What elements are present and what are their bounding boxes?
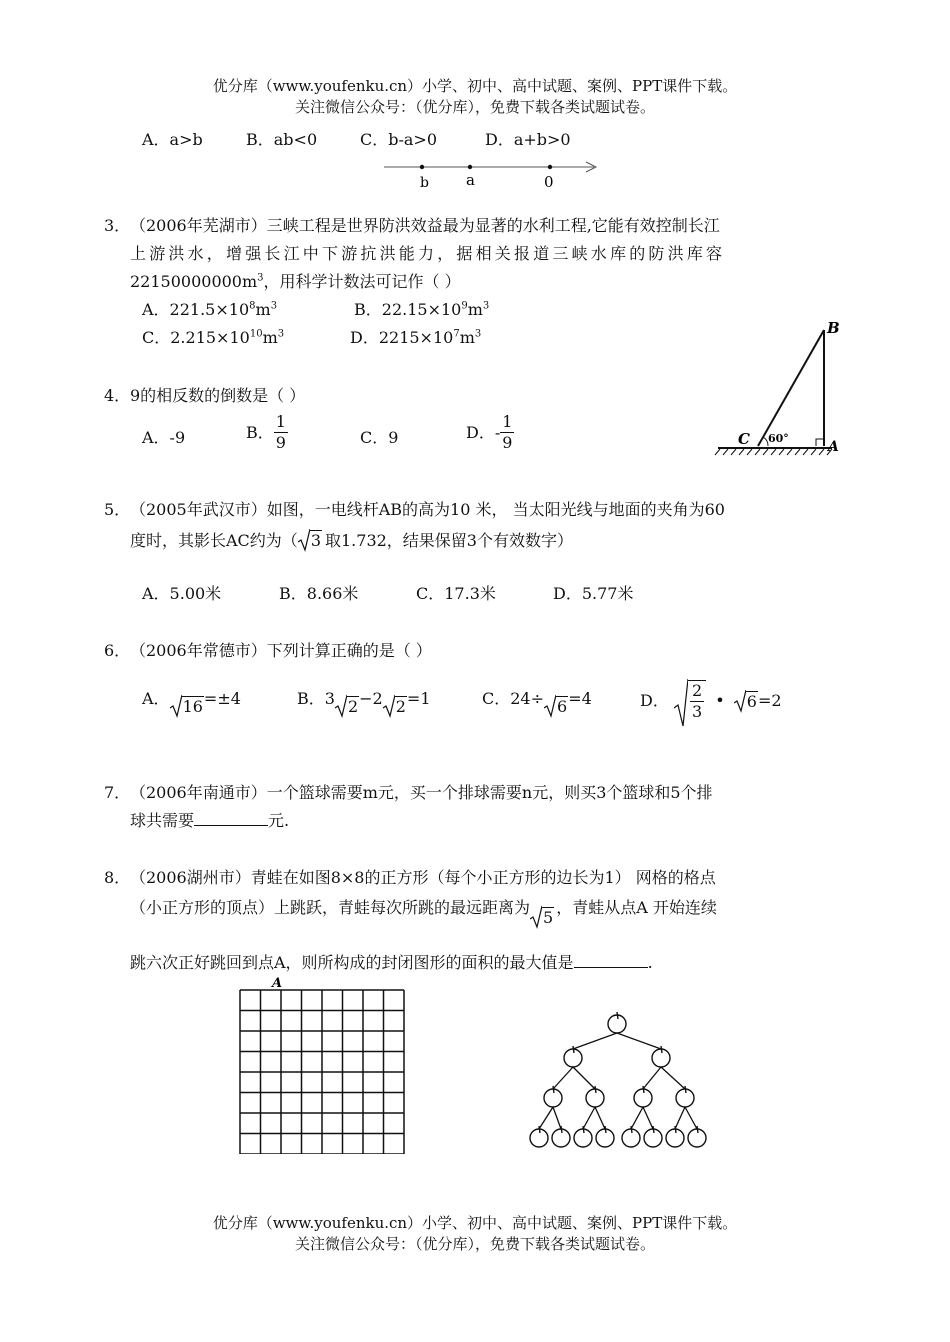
apple-stem <box>553 1086 554 1093</box>
apple-node <box>666 1129 684 1147</box>
triangle-figure <box>714 318 854 458</box>
tree-nodes <box>530 1012 706 1147</box>
header-line-2: 关注微信公众号：（优分库），免费下载各类试题试卷。 <box>294 98 655 116</box>
q3-line3-rest: ，用科学计数法可记作（ ） <box>263 272 461 291</box>
q4-option-a: A．-9 <box>142 428 186 447</box>
tree-edges <box>539 1033 697 1129</box>
label-A: A <box>828 439 839 455</box>
sqrt3: 3 <box>298 530 322 551</box>
q3-volume: 22150000000m <box>130 272 258 291</box>
q2-option-b: B．ab<0 <box>246 130 318 149</box>
q6-option-a: A． 16=±4 <box>142 689 241 716</box>
tree-edge <box>595 1107 605 1129</box>
q3-stem-line-2: 上游洪水，增强长江中下游抗洪能力，据相关报道三峡水库的防洪库容 <box>130 244 726 263</box>
apple-stem <box>617 1012 618 1019</box>
q3-option-a: A．$221.5\times 10^8m^3$ <box>142 300 278 319</box>
tree-edge <box>539 1107 553 1129</box>
apple-node <box>586 1089 604 1107</box>
footer-line-1: 优分库（www.youfenku.cn）小学、初中、高中试题、案例、PPT课件下载。 <box>212 1214 738 1232</box>
grid-label-A: A <box>272 976 283 991</box>
label-b: b <box>420 175 429 191</box>
q6-option-b: B．3 2−2 2=1 <box>297 689 431 716</box>
number-line-figure <box>380 155 610 195</box>
q5-option-c: C．17.3米 <box>416 584 496 603</box>
q3-option-d: D．$2215\times 10^7m^3$ <box>350 328 482 347</box>
apple-stem <box>605 1126 606 1133</box>
footer-line-2: 关注微信公众号：（优分库），免费下载各类试题试卷。 <box>294 1235 655 1253</box>
apple-node <box>622 1129 640 1147</box>
apple-stem <box>561 1126 562 1133</box>
tree-edge <box>553 1067 573 1089</box>
apple-node <box>634 1089 652 1107</box>
q3-option-c: C．$2.215\times 10^{10}m^3$ <box>142 328 285 347</box>
q5-stem-line-2: 度时，其影长AC约为（ 3 取1.732，结果保留3个有效数字） <box>130 530 573 551</box>
header-line-1: 优分库（www.youfenku.cn）小学、初中、高中试题、案例、PPT课件下载。 <box>212 77 738 95</box>
sqrt6: 6 <box>544 696 568 717</box>
q4-option-b: B． $\frac{1}{9}$ <box>246 412 286 452</box>
apple-node <box>688 1129 706 1147</box>
q6-stem: 6．（2006年常德市）下列计算正确的是（ ） <box>104 641 432 660</box>
q5-option-a: A．5.00米 <box>142 584 222 603</box>
apple-node <box>552 1129 570 1147</box>
q3-volume-exp: 3 <box>257 272 264 284</box>
apple-node <box>644 1129 662 1147</box>
q6-option-c: C．24÷ 6=4 <box>482 689 592 716</box>
apple-stem <box>539 1126 540 1133</box>
apple-stem <box>685 1086 686 1093</box>
tree-edge <box>631 1107 643 1129</box>
apple-stem <box>661 1046 662 1053</box>
tree-edge <box>675 1107 685 1129</box>
tree-edge <box>573 1033 617 1049</box>
tree-edge <box>643 1107 653 1129</box>
q7-stem-line-1: 7．（2006年南通市）一个篮球需要m元，买一个排球需要n元，则买3个篮球和5个排 <box>104 783 713 802</box>
q5-option-b: B．8.66米 <box>279 584 359 603</box>
sqrt5: 5 <box>530 907 554 928</box>
q3-line1: （2006年芜湖市）三峡工程是世界防洪效益最为显著的水利工程,它能有效控制长江 <box>130 216 720 235</box>
apple-stem <box>583 1126 584 1133</box>
point-zero <box>548 165 552 169</box>
q4-fraction-b: $\frac{1}{9}$ <box>275 412 286 452</box>
q5-stem-line-1: 5．（2005年武汉市）如图，一电线杆AB的高为10 米， 当太阳光线与地面的夹角为60 <box>104 500 725 519</box>
ground-hatching <box>715 449 832 455</box>
tree-edge <box>617 1033 661 1049</box>
q3-stem-line-3 <box>130 272 461 292</box>
apple-stem <box>697 1126 698 1133</box>
q8-stem-line-2: （小正方形的顶点）上跳跃，青蛙每次所跳的最远距离为 5，青蛙从点A 开始连续 <box>130 898 717 927</box>
q4-option-c: C．9 <box>360 428 399 447</box>
apple-node <box>608 1015 626 1033</box>
sqrt2-second: 2 <box>383 696 407 717</box>
point-a <box>468 165 472 169</box>
apple-stem <box>573 1046 574 1053</box>
q2-option-c: C．b-a>0 <box>360 130 438 149</box>
q3-number: 3． <box>104 216 131 235</box>
q2-option-d: D．a+b>0 <box>485 130 571 149</box>
label-B: B <box>827 319 840 337</box>
grid-8x8-figure <box>234 974 410 1154</box>
apple-node <box>652 1049 670 1067</box>
sqrt2-first: 2 <box>335 696 359 717</box>
label-C: C <box>738 430 750 448</box>
label-zero: 0 <box>544 173 554 191</box>
tree-figure <box>525 1010 725 1156</box>
q5-option-d: D．5.77米 <box>553 584 634 603</box>
apple-stem <box>595 1086 596 1093</box>
tree-edge <box>553 1107 561 1129</box>
tree-edge <box>583 1107 595 1129</box>
q3-stem-line-1 <box>104 216 720 236</box>
point-b <box>420 165 424 169</box>
q2-option-a: A．a>b <box>142 130 203 149</box>
grid-lines <box>240 990 404 1154</box>
q4-fraction-d: $\frac{1}{9}$ <box>502 412 513 452</box>
sqrt16: 16 <box>170 696 204 717</box>
apple-node <box>574 1129 592 1147</box>
q4-option-d: D．- $\frac{1}{9}$ <box>466 412 513 452</box>
tree-edge <box>685 1107 697 1129</box>
q8-stem-line-1: 8．（2006湖州市）青蛙在如图8×8的正方形（每个小正方形的边长为1） 网格的格点 <box>104 868 716 887</box>
apple-stem <box>675 1126 676 1133</box>
apple-stem <box>643 1086 644 1093</box>
q3-option-b: B．$22.15\times 10^9m^3$ <box>354 300 490 319</box>
q8-answer-blank <box>574 953 648 968</box>
tree-edge <box>661 1067 685 1089</box>
radical-sign <box>298 528 310 552</box>
right-angle-mark <box>816 439 824 446</box>
sqrt-two-thirds: $\frac{2}{3}$ <box>674 680 706 722</box>
apple-node <box>544 1089 562 1107</box>
apple-stem <box>653 1126 654 1133</box>
angle-label: 60° <box>768 432 789 445</box>
sun-ray-bc <box>758 330 824 446</box>
apple-node <box>530 1129 548 1147</box>
apple-node <box>676 1089 694 1107</box>
apple-stem <box>631 1126 632 1133</box>
sqrt6-d: 6 <box>734 691 758 712</box>
q7-stem-line-2: 球共需要 元. <box>130 811 290 830</box>
tree-edge <box>573 1067 595 1089</box>
q6-option-d: D． $\frac{2}{3}$ • 6=2 <box>640 680 782 722</box>
tree-edge <box>643 1067 661 1089</box>
label-a: a <box>466 171 475 189</box>
q8-stem-line-3: 跳六次正好跳回到点A，则所构成的封闭图形的面积的最大值是 . <box>130 953 653 972</box>
q4-stem: 4．9的相反数的倒数是（ ） <box>104 386 306 405</box>
apple-node <box>596 1129 614 1147</box>
q7-answer-blank <box>194 811 268 826</box>
apple-node <box>564 1049 582 1067</box>
